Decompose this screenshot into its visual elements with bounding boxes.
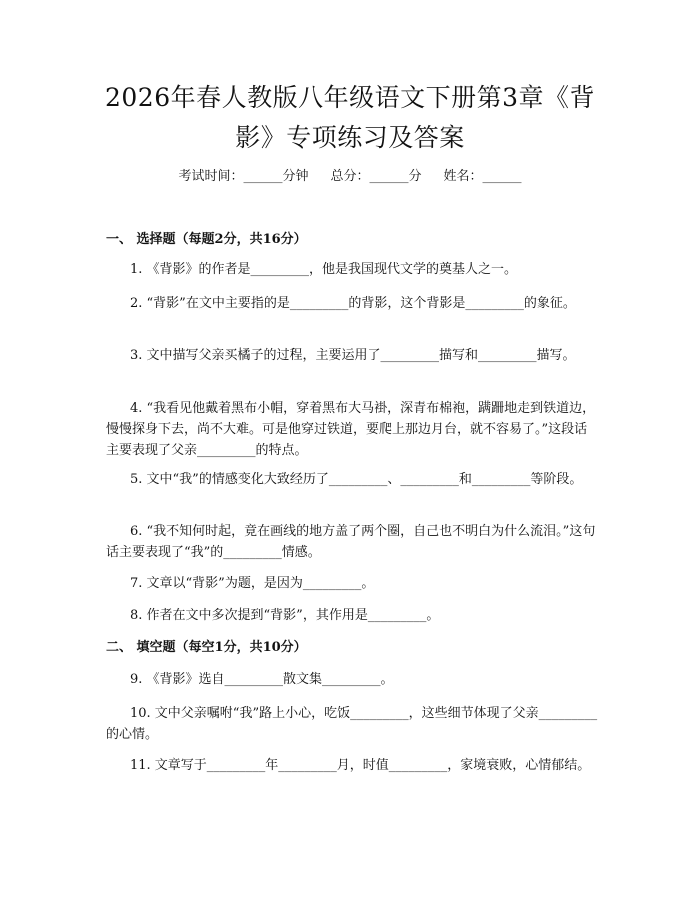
title-line-1: 2026年春人教版八年级语文下册第3章《背 (104, 83, 596, 112)
question-7: 7. 文章以“背影”为题，是因为_________。 (130, 576, 375, 591)
section-heading-multiple-choice: 一、 选择题（每题2分，共16分） (106, 232, 307, 247)
question-2: 2. “背影”在文中主要指的是_________的背影，这个背影是_________的象征。 (130, 296, 576, 311)
question-1: 1. 《背影》的作者是_________，他是我国现代文学的奠基人之一。 (130, 262, 518, 277)
question-6: 6. “我不知何时起，竟在画线的地方盖了两个圈，自己也不明白为什么流泪。”这句话主要表现了“我”的_________情感。 (106, 524, 596, 560)
question-11: 11. 文章写于_________年_________月，时值_________，家境衰败，心情郁结。 (130, 758, 591, 773)
question-3: 3. 文中描写父亲买橘子的过程，主要运用了_________描写和_________描写。 (130, 348, 576, 363)
total-score-field: 总分：______分 (330, 169, 422, 184)
question-5: 5. 文中“我”的情感变化大致经历了_________、_________和_________等阶段。 (130, 472, 583, 487)
page-title (90, 78, 610, 158)
exam-time-field: 考试时间：______分钟 (178, 169, 309, 184)
exam-meta (0, 166, 700, 188)
student-name-field: 姓名：______ (443, 169, 522, 184)
question-4: 4. “我看见他戴着黑布小帽，穿着黑布大马褂，深青布棉袍，蹒跚地走到铁道边，慢慢探身下去，尚不大难。可是他穿过铁道，要爬上那边月台，就不容易了。”这段话主要表现了父亲_________的特点。 (106, 401, 596, 458)
question-9: 9. 《背影》选自_________散文集_________。 (130, 672, 394, 687)
question-10: 10. 文中父亲嘱咐“我”路上小心，吃饭_________，这些细节体现了父亲_________的心情。 (106, 706, 598, 742)
title-line-2: 影》专项练习及答案 (235, 123, 465, 152)
question-8: 8. 作者在文中多次提到“背影”，其作用是_________。 (130, 608, 440, 623)
section-heading-fill-in: 二、 填空题（每空1分，共10分） (106, 640, 307, 655)
